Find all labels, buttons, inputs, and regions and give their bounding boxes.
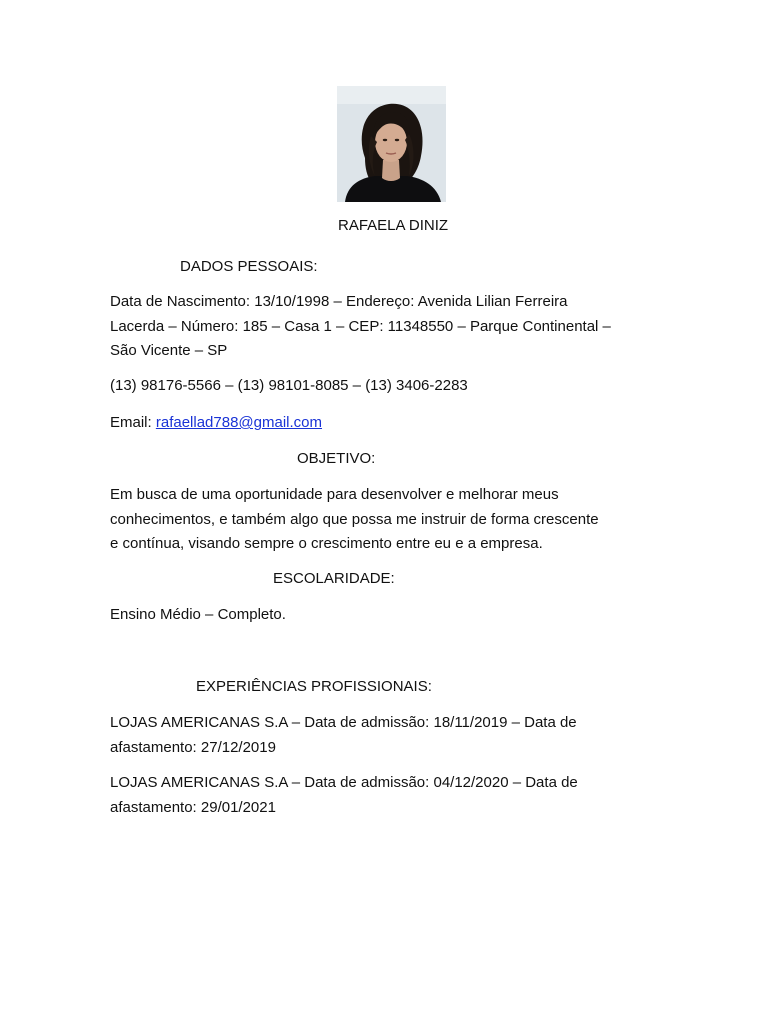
experience-line: afastamento: 27/12/2019 <box>110 738 276 756</box>
experience-item <box>110 771 670 820</box>
objective-line: Em busca de uma oportunidade para desenvolver e melhorar meus <box>110 486 559 503</box>
experience-line: LOJAS AMERICANAS S.A – Data de admissão: 18/11/2019 – Data de <box>110 714 577 731</box>
person-name: RAFAELA DINIZ <box>338 217 449 234</box>
address-line: São Vicente – SP <box>110 342 228 359</box>
experience-item <box>110 711 670 760</box>
section-heading-personal: DADOS PESSOAIS: <box>180 258 318 275</box>
section-heading-objective: OBJETIVO: <box>297 450 376 467</box>
objective-line: e contínua, visando sempre o crescimento entre eu e a empresa. <box>110 535 543 552</box>
phone-numbers: (13) 98176-5566 – (13) 98101-8085 – (13) 3406-2283 <box>110 377 468 394</box>
experience-line: LOJAS AMERICANAS S.A – Data de admissão: 04/12/2020 – Data de <box>110 774 578 791</box>
address-line: Lacerda – Número: 185 – Casa 1 – CEP: 11348550 – Parque Continental – <box>110 317 611 335</box>
email-label: Email: <box>110 414 152 431</box>
section-heading-education: ESCOLARIDADE: <box>273 570 395 587</box>
email-row <box>110 411 322 435</box>
portrait-image <box>337 86 446 202</box>
education-text: Ensino Médio – Completo. <box>110 606 286 623</box>
objective-text <box>110 483 670 557</box>
section-heading-experience: EXPERIÊNCIAS PROFISSIONAIS: <box>196 678 432 695</box>
objective-line: conhecimentos, e também algo que possa me instruir de forma crescente <box>110 510 599 528</box>
experience-line: afastamento: 29/01/2021 <box>110 798 276 816</box>
personal-details <box>110 290 670 364</box>
address-line: Data de Nascimento: 13/10/1998 – Endereço: Avenida Lilian Ferreira <box>110 293 568 310</box>
email-link[interactable]: rafaellad788@gmail.com <box>155 414 323 431</box>
profile-photo <box>337 86 446 202</box>
